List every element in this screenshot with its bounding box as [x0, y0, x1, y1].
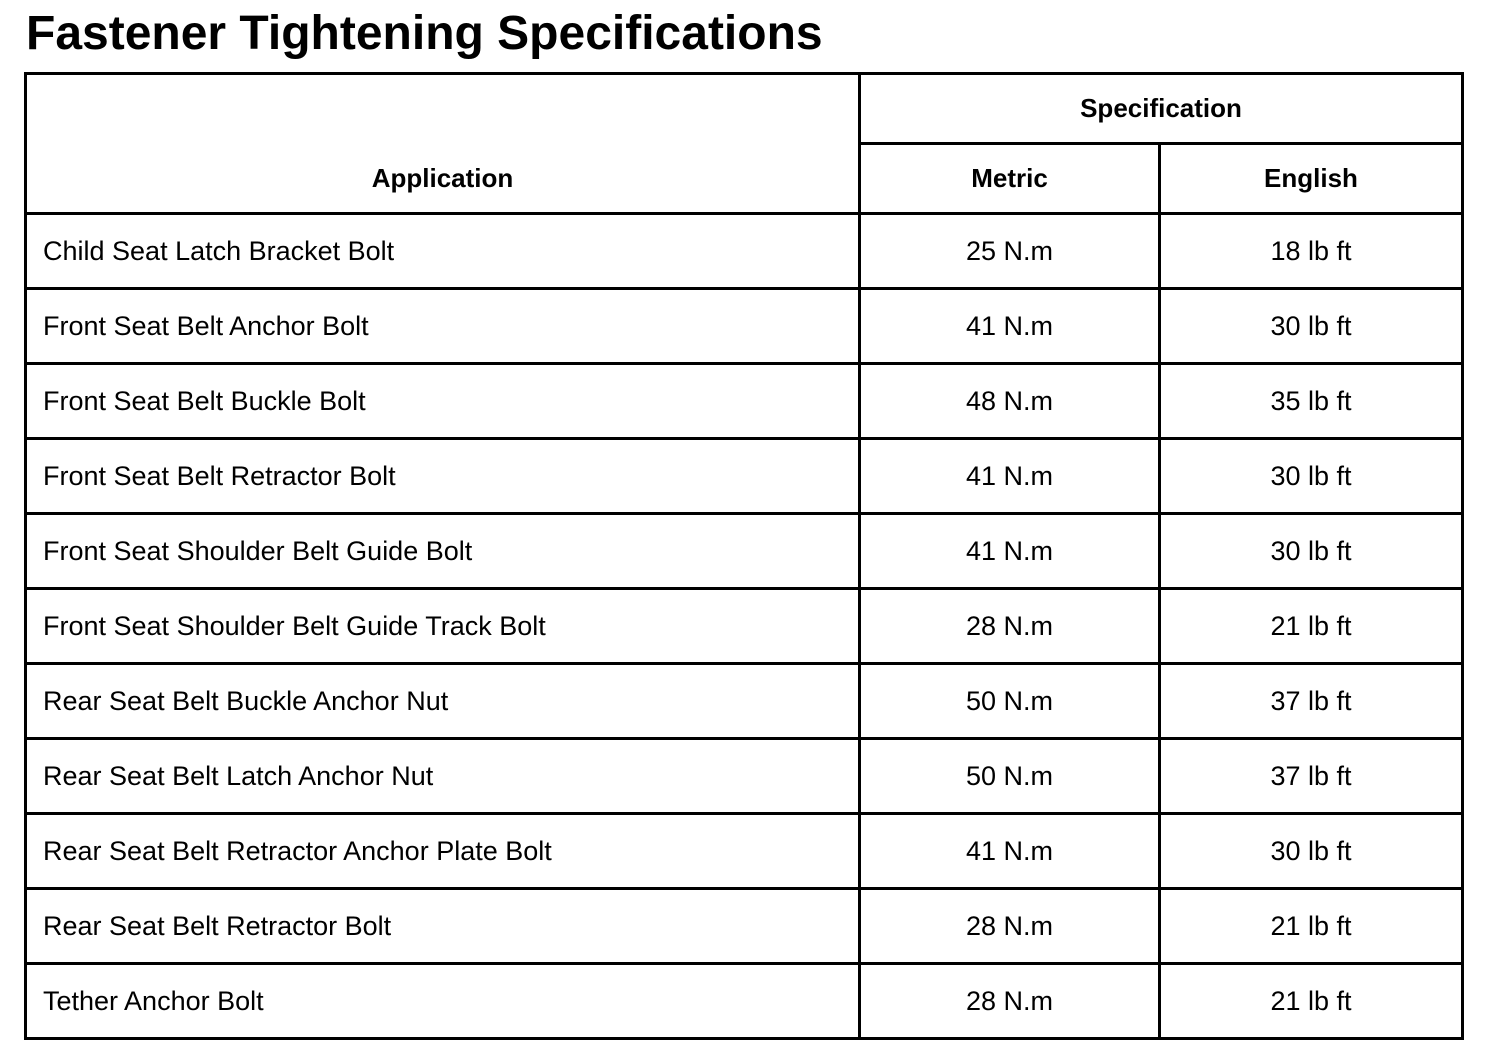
english-value-cell: 37 lb ft: [1160, 739, 1463, 814]
metric-value-cell: 41 N.m: [860, 439, 1160, 514]
metric-value-cell: 41 N.m: [860, 514, 1160, 589]
english-value-cell: 18 lb ft: [1160, 214, 1463, 289]
column-header-metric: Metric: [860, 144, 1160, 214]
metric-value-cell: 41 N.m: [860, 814, 1160, 889]
table-row: [26, 439, 1463, 514]
english-value-cell: 35 lb ft: [1160, 364, 1463, 439]
english-value-cell: 21 lb ft: [1160, 964, 1463, 1039]
metric-value-cell: 41 N.m: [860, 289, 1160, 364]
application-cell: Front Seat Shoulder Belt Guide Track Bolt: [26, 589, 860, 664]
metric-value-cell: 25 N.m: [860, 214, 1160, 289]
english-value-cell: 30 lb ft: [1160, 814, 1463, 889]
english-value-cell: 21 lb ft: [1160, 889, 1463, 964]
column-header-english: English: [1160, 144, 1463, 214]
application-cell: Front Seat Belt Retractor Bolt: [26, 439, 860, 514]
metric-value-cell: 28 N.m: [860, 589, 1160, 664]
table-row: [26, 664, 1463, 739]
table-row: [26, 214, 1463, 289]
application-cell: Front Seat Belt Anchor Bolt: [26, 289, 860, 364]
metric-value-cell: 48 N.m: [860, 364, 1160, 439]
english-value-cell: 37 lb ft: [1160, 664, 1463, 739]
english-value-cell: 30 lb ft: [1160, 289, 1463, 364]
column-header-application: Application: [26, 74, 860, 214]
page-title: Fastener Tightening Specifications: [26, 7, 823, 60]
english-value-cell: 30 lb ft: [1160, 514, 1463, 589]
application-cell: Front Seat Shoulder Belt Guide Bolt: [26, 514, 860, 589]
table-header: [26, 74, 1463, 214]
application-cell: Rear Seat Belt Retractor Anchor Plate Bolt: [26, 814, 860, 889]
table-row: [26, 289, 1463, 364]
metric-value-cell: 28 N.m: [860, 889, 1160, 964]
table-row: [26, 589, 1463, 664]
application-cell: Rear Seat Belt Buckle Anchor Nut: [26, 664, 860, 739]
fastener-spec-table: [24, 72, 1464, 1040]
column-group-header-specification: Specification: [860, 74, 1463, 144]
table-row: [26, 739, 1463, 814]
english-value-cell: 21 lb ft: [1160, 589, 1463, 664]
table-row: [26, 814, 1463, 889]
application-cell: Child Seat Latch Bracket Bolt: [26, 214, 860, 289]
table-row: [26, 889, 1463, 964]
application-cell: Front Seat Belt Buckle Bolt: [26, 364, 860, 439]
table-body: [26, 214, 1463, 1039]
header-row-top: [26, 74, 1463, 144]
application-cell: Tether Anchor Bolt: [26, 964, 860, 1039]
table-row: [26, 514, 1463, 589]
metric-value-cell: 28 N.m: [860, 964, 1160, 1039]
table-row: [26, 364, 1463, 439]
metric-value-cell: 50 N.m: [860, 664, 1160, 739]
application-cell: Rear Seat Belt Retractor Bolt: [26, 889, 860, 964]
application-cell: Rear Seat Belt Latch Anchor Nut: [26, 739, 860, 814]
english-value-cell: 30 lb ft: [1160, 439, 1463, 514]
metric-value-cell: 50 N.m: [860, 739, 1160, 814]
table-row: [26, 964, 1463, 1039]
